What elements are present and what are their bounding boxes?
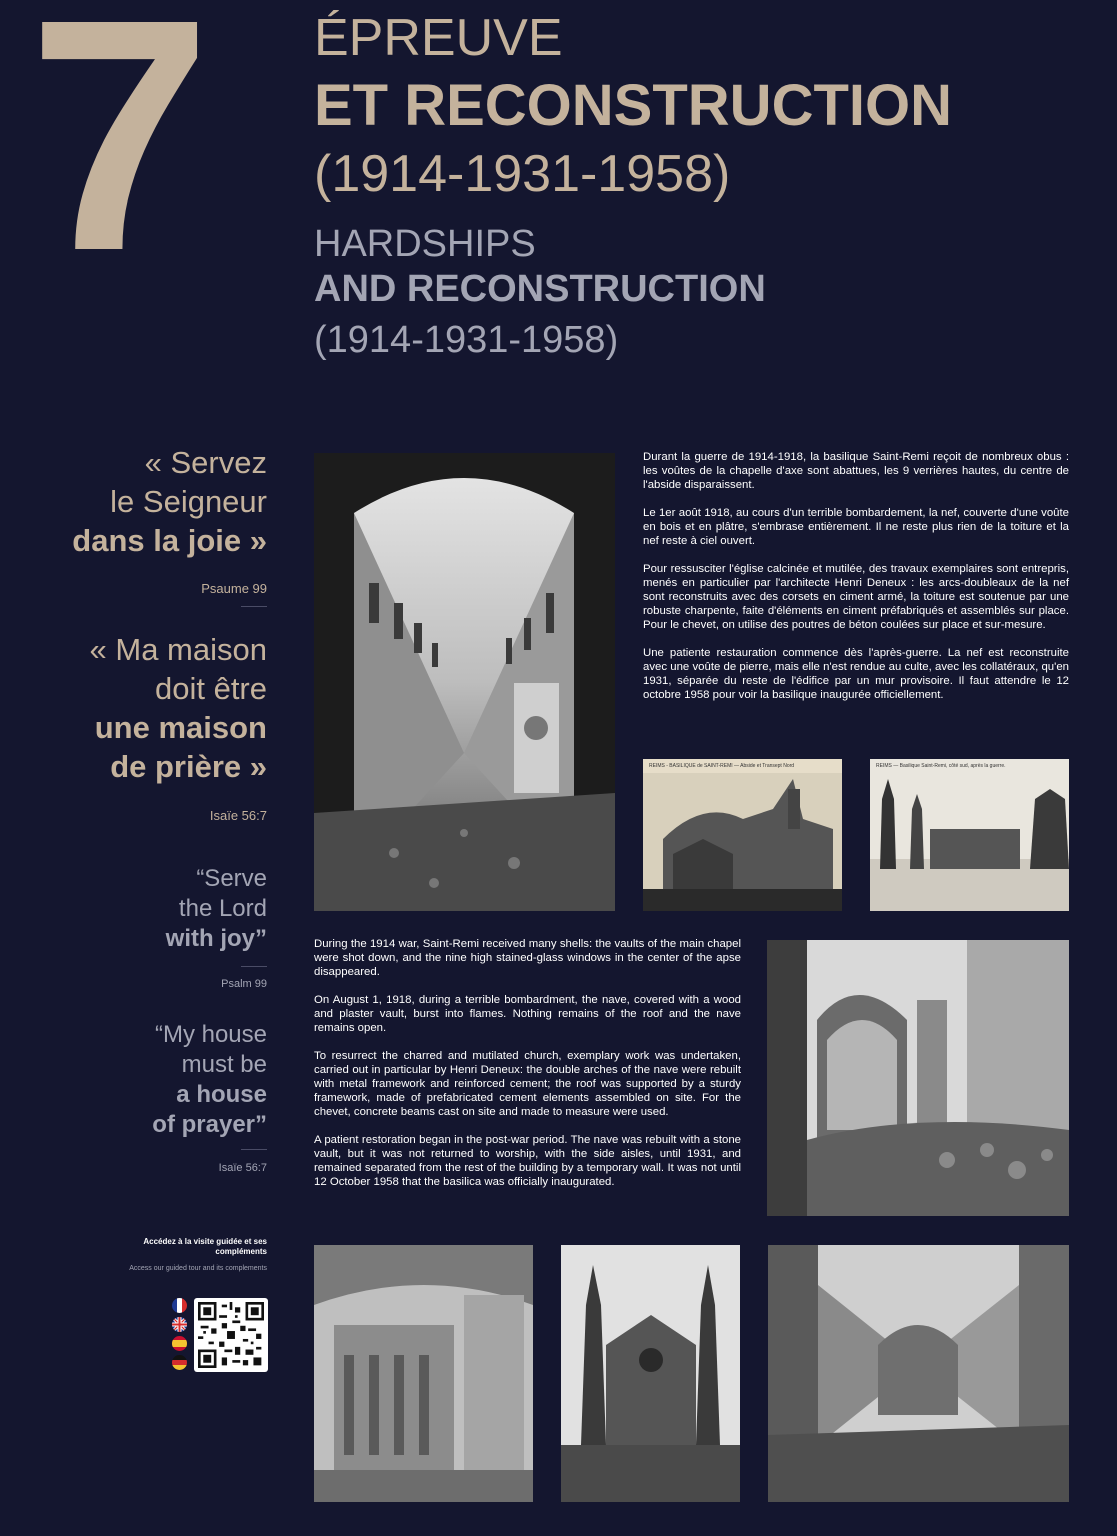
quote-ref-en-1: Psalm 99	[221, 978, 267, 990]
title-fr-line3: (1914-1931-1958)	[314, 145, 731, 203]
photo-facade	[561, 1245, 740, 1502]
text-block-fr	[643, 450, 1069, 716]
title-en-line1: HARDSHIPS	[314, 223, 536, 265]
quote-ref-fr-1: Psaume 99	[201, 581, 267, 596]
text-en-p1: During the 1914 war, Saint-Remi received many shells: the vaults of the main chapel were shot down, and the nine high stained-glass windows in the center of the apse disappeared.	[314, 938, 741, 978]
quote-ref-en-2: Isaïe 56:7	[218, 1162, 267, 1174]
text-fr-p1: Durant la guerre de 1914-1918, la basilique Saint-Remi reçoit de nombreux obus : les voûtes de la chapelle d'axe sont abattues, les 9 verrières hautes, du centre de l'abside disparaissent.	[643, 451, 1069, 491]
quote-ref-fr-2: Isaïe 56:7	[209, 808, 267, 823]
text-en-p4: A patient restoration began in the post-war period. The nave was rebuilt with a stone vault, but it was not returned to worship, with the side aisles, until 1931, and remained separated from the rest of the building by a temporary wall. It was not until 12 October 1958 that the basilica was officially inaugurated.	[314, 1134, 741, 1188]
photo-nave-ruins	[314, 453, 615, 911]
postcard-caption: REIMS - BASILIQUE de SAINT-REMI — Abside et Transept Nord	[649, 763, 795, 769]
flag-germany-icon[interactable]	[172, 1355, 187, 1370]
text-block-en	[314, 937, 741, 1203]
text-fr-p4: Une patiente restauration commence dès l'après-guerre. La nef est reconstruite avec une voûte de pierre, mais elle n'est rendue au culte, avec les collatéraux, qu'en 1931, séparée du reste de l'édifice par un mur provisoire. Il faut attendre le 12 octobre 1958 pour voir la basilique inaugurée officiellement.	[643, 647, 1069, 701]
quote-fr-2: « Ma maison doit être une maison de prière »	[89, 632, 267, 784]
title-en-line3: (1914-1931-1958)	[314, 319, 619, 361]
quote-en-2: “My house must be a house of prayer”	[152, 1021, 267, 1138]
text-fr-p2: Le 1er août 1918, au cours d'un terrible bombardement, la nef, couverte d'une voûte en bois et en plâtre, s'embrase entièrement. Il ne reste plus rien de la toiture et la nef reste à ciel ouvert.	[643, 507, 1069, 547]
text-en-p3: To resurrect the charred and mutilated church, exemplary work was undertaken, carried out in particular by Henri Deneux: the double arches of the nave were rebuilt with metal framework and reinforced cement; the roof was supported by a sturdy framework, made of prefabricated cement elements assembled on site. For the chevet, concrete beams cast on site and made to measure were used.	[314, 1050, 741, 1118]
divider	[241, 1149, 267, 1150]
flag-spain-icon[interactable]	[172, 1336, 187, 1351]
title-fr-line1: ÉPREUVE	[314, 9, 563, 67]
flag-uk-icon[interactable]	[172, 1317, 187, 1332]
quote-fr-1: « Servez le Seigneur dans la joie »	[72, 445, 267, 558]
flag-france-icon[interactable]	[172, 1298, 187, 1313]
photo-choir-screen	[314, 1245, 533, 1502]
postcard-south-side	[870, 759, 1069, 911]
text-fr-p3: Pour ressusciter l'église calcinée et mutilée, des travaux exemplaires sont entrepris, menés en particulier par l'architecte Henri Deneux : les arcs-doubleaux de la nef sont reconstruits avec des corsets en ciment armé, la toiture est soutenue par une robuste charpente, faite d'éléments en ciment préfabriqués et assemblés sur place. Pour le chevet, on utilise des poutres de béton coulées sur place et sur-mesure.	[643, 563, 1069, 631]
title-fr-line2: ET RECONSTRUCTION	[314, 73, 952, 138]
divider	[241, 966, 267, 967]
photo-apse-ruins	[767, 940, 1069, 1216]
text-en-p2: On August 1, 1918, during a terrible bombardment, the nave, covered with a wood and plaster vault, burst into flames. Nothing remains of the roof and the nave remains open.	[314, 994, 741, 1034]
access-text-fr: Accédez à la visite guidée et ses compléments	[143, 1237, 267, 1256]
quote-en-1: “Serve the Lord with joy”	[165, 865, 267, 952]
title-en-line2: AND RECONSTRUCTION	[314, 268, 766, 310]
postcard-caption: REIMS — Basilique Saint-Remi, côté sud, après la guerre.	[876, 763, 1006, 769]
divider	[241, 606, 267, 607]
postcard-apse	[643, 759, 842, 911]
section-number: 7	[28, 0, 202, 319]
photo-nave-interior	[768, 1245, 1069, 1502]
qr-code[interactable]	[194, 1298, 268, 1372]
access-text-en: Access our guided tour and its complements	[129, 1265, 267, 1272]
